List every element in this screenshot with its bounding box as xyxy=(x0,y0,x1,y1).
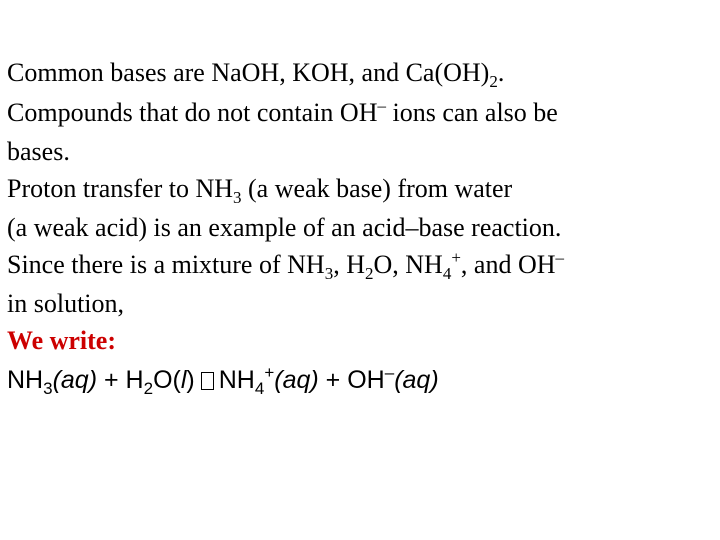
state-label: (aq) xyxy=(394,366,439,394)
common-bases-line xyxy=(7,55,713,95)
compounds-line xyxy=(7,95,713,135)
superscript: – xyxy=(555,247,564,267)
compounds-text: Compounds that do not contain OH xyxy=(7,97,378,127)
eq-term: NH xyxy=(218,366,255,394)
state-label: (aq) xyxy=(52,366,98,394)
compounds-text-end: ions can also be xyxy=(385,97,558,127)
subscript: 3 xyxy=(324,263,334,283)
subscript: 2 xyxy=(364,263,374,283)
equilibrium-arrow-icon xyxy=(201,372,214,390)
weak-acid-line: (a weak acid) is an example of an acid–base reaction. xyxy=(7,213,562,242)
common-bases-text: Common bases are NaOH, KOH, and Ca(OH) xyxy=(7,58,490,87)
reaction-equation xyxy=(7,362,713,402)
proton-transfer-text-end: (a weak base) from water xyxy=(241,173,513,203)
superscript: – xyxy=(384,363,395,382)
state-label: l xyxy=(180,366,187,394)
subscript: 4 xyxy=(254,379,265,398)
subscript: 4 xyxy=(442,263,452,283)
state-label: (aq) xyxy=(274,366,319,394)
mixture-line xyxy=(7,247,713,287)
subscript: 3 xyxy=(43,379,53,398)
subscript: 3 xyxy=(233,187,242,207)
subscript: 2 xyxy=(489,72,498,91)
in-solution-line: in solution, xyxy=(7,289,125,318)
mixture-text: Since there is a mixture of NH xyxy=(7,249,325,279)
eq-term: + H xyxy=(97,366,144,394)
eq-term: + OH xyxy=(318,366,385,394)
eq-term: NH xyxy=(7,366,44,394)
proton-transfer-text: Proton transfer to NH xyxy=(7,173,234,203)
superscript: – xyxy=(377,95,386,115)
subscript: 2 xyxy=(143,379,154,398)
eq-term: O( xyxy=(153,366,181,394)
superscript: + xyxy=(264,363,275,382)
period: . xyxy=(497,58,505,87)
we-write-heading: We write: xyxy=(7,325,117,355)
mixture-text: O, NH xyxy=(373,249,443,279)
mixture-text: , and OH xyxy=(460,249,556,279)
bases-line: bases. xyxy=(7,137,70,166)
eq-term: ) xyxy=(186,366,195,394)
slide-body xyxy=(7,55,713,402)
proton-transfer-line xyxy=(7,171,713,211)
superscript: + xyxy=(451,247,461,267)
mixture-text: , H xyxy=(333,249,365,279)
